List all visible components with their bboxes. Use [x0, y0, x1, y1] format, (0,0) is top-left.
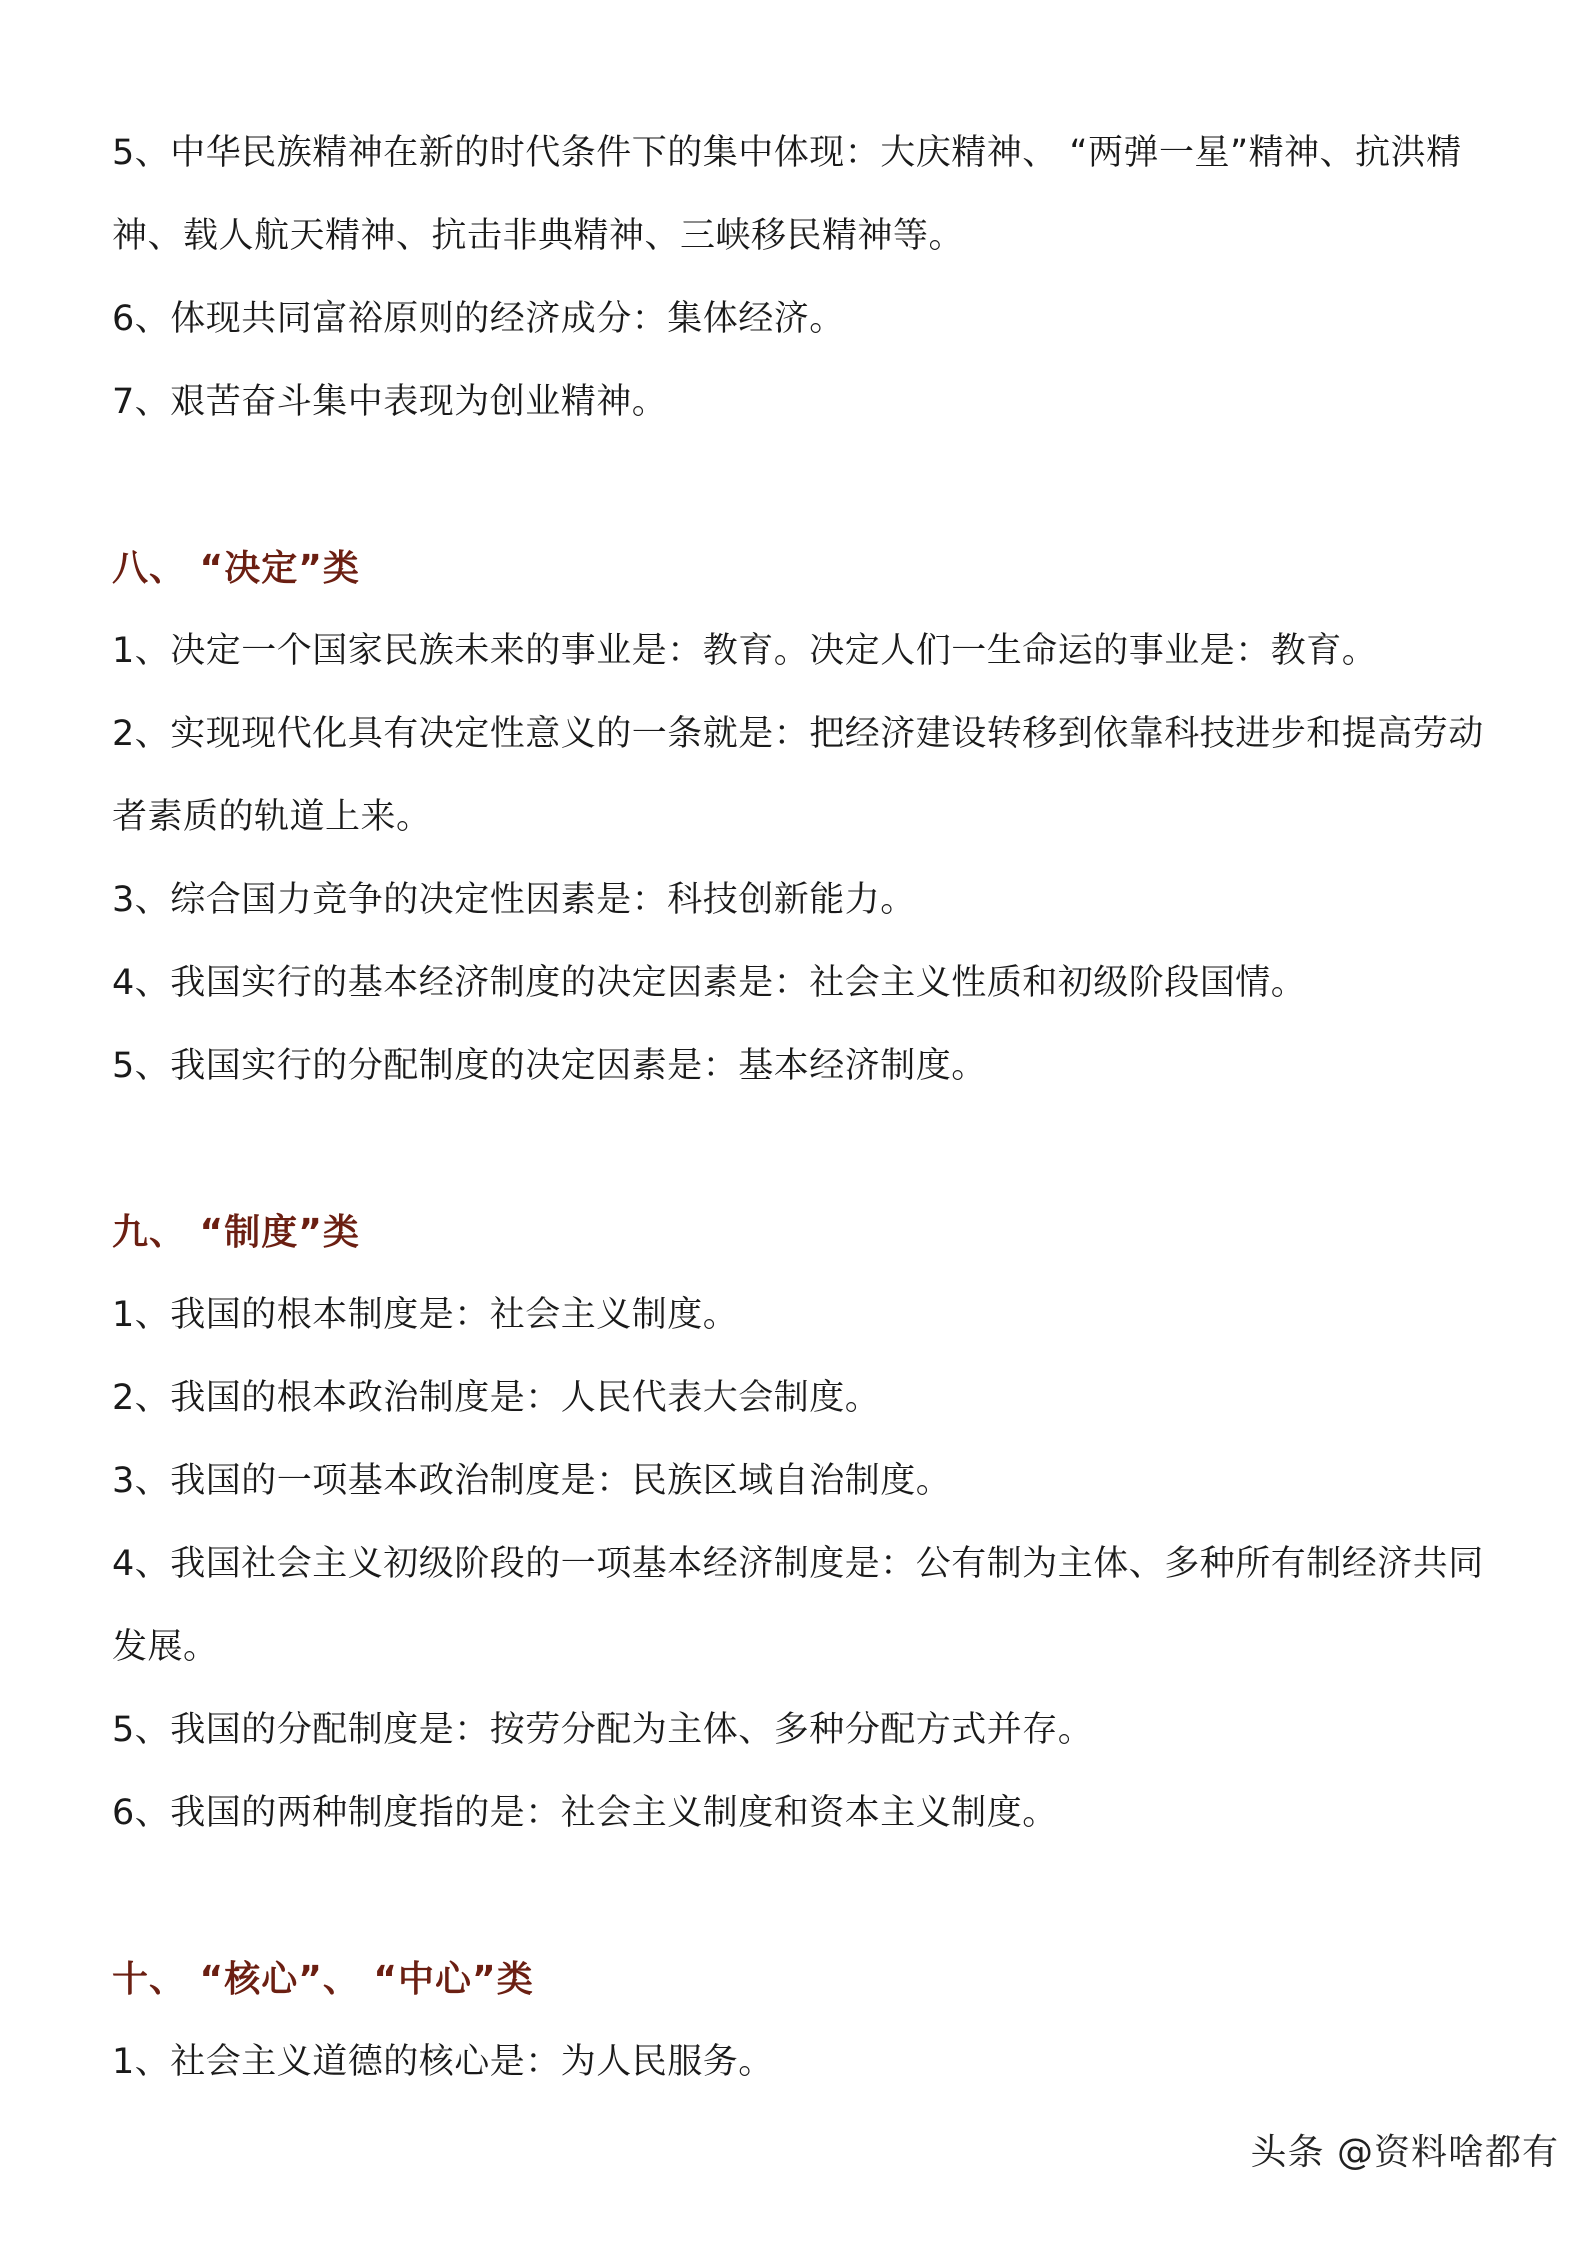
section-title-nine: 九、 “制度”类: [112, 1212, 360, 1253]
paragraph-10-1: 1、社会主义道德的核心是：为人民服务。: [112, 2042, 774, 2082]
section-title-eight: 八、 “决定”类: [112, 548, 360, 589]
paragraph-8-4: 4、我国实行的基本经济制度的决定因素是：社会主义性质和初级阶段国情。: [112, 963, 1307, 1003]
paragraph-9-6: 6、我国的两种制度指的是：社会主义制度和资本主义制度。: [112, 1793, 1058, 1833]
document-page: [112, 112, 1492, 2104]
paragraph-8-2: 2、实现现代化具有决定性意义的一条就是：把经济建设转移到依靠科技进步和提高劳动者素质的轨道上来。: [112, 714, 1484, 837]
paragraph-8-3: 3、综合国力竞争的决定性因素是：科技创新能力。: [112, 880, 916, 920]
paragraph-9-5: 5、我国的分配制度是：按劳分配为主体、多种分配方式并存。: [112, 1710, 1094, 1750]
paragraph-8-1: 1、决定一个国家民族未来的事业是：教育。决定人们一生命运的事业是：教育。: [112, 631, 1378, 671]
paragraph-7-5: 5、中华民族精神在新的时代条件下的集中体现：大庆精神、 “两弹一星”精神、抗洪精神、载人航天精神、抗击非典精神、三峡移民精神等。: [112, 133, 1462, 256]
watermark: 头条 @资料啥都有: [1250, 2132, 1559, 2173]
paragraph-9-4: 4、我国社会主义初级阶段的一项基本经济制度是：公有制为主体、多种所有制经济共同发展。: [112, 1544, 1484, 1667]
paragraph-7-6: 6、体现共同富裕原则的经济成分：集体经济。: [112, 299, 845, 339]
paragraph-9-2: 2、我国的根本政治制度是：人民代表大会制度。: [112, 1378, 881, 1418]
section-title-ten: 十、 “核心”、 “中心”类: [112, 1959, 534, 2000]
paragraph-9-3: 3、我国的一项基本政治制度是：民族区域自治制度。: [112, 1461, 952, 1501]
paragraph-7-7: 7、艰苦奋斗集中表现为创业精神。: [112, 382, 668, 422]
paragraph-8-5: 5、我国实行的分配制度的决定因素是：基本经济制度。: [112, 1046, 987, 1086]
paragraph-9-1: 1、我国的根本制度是：社会主义制度。: [112, 1295, 739, 1335]
